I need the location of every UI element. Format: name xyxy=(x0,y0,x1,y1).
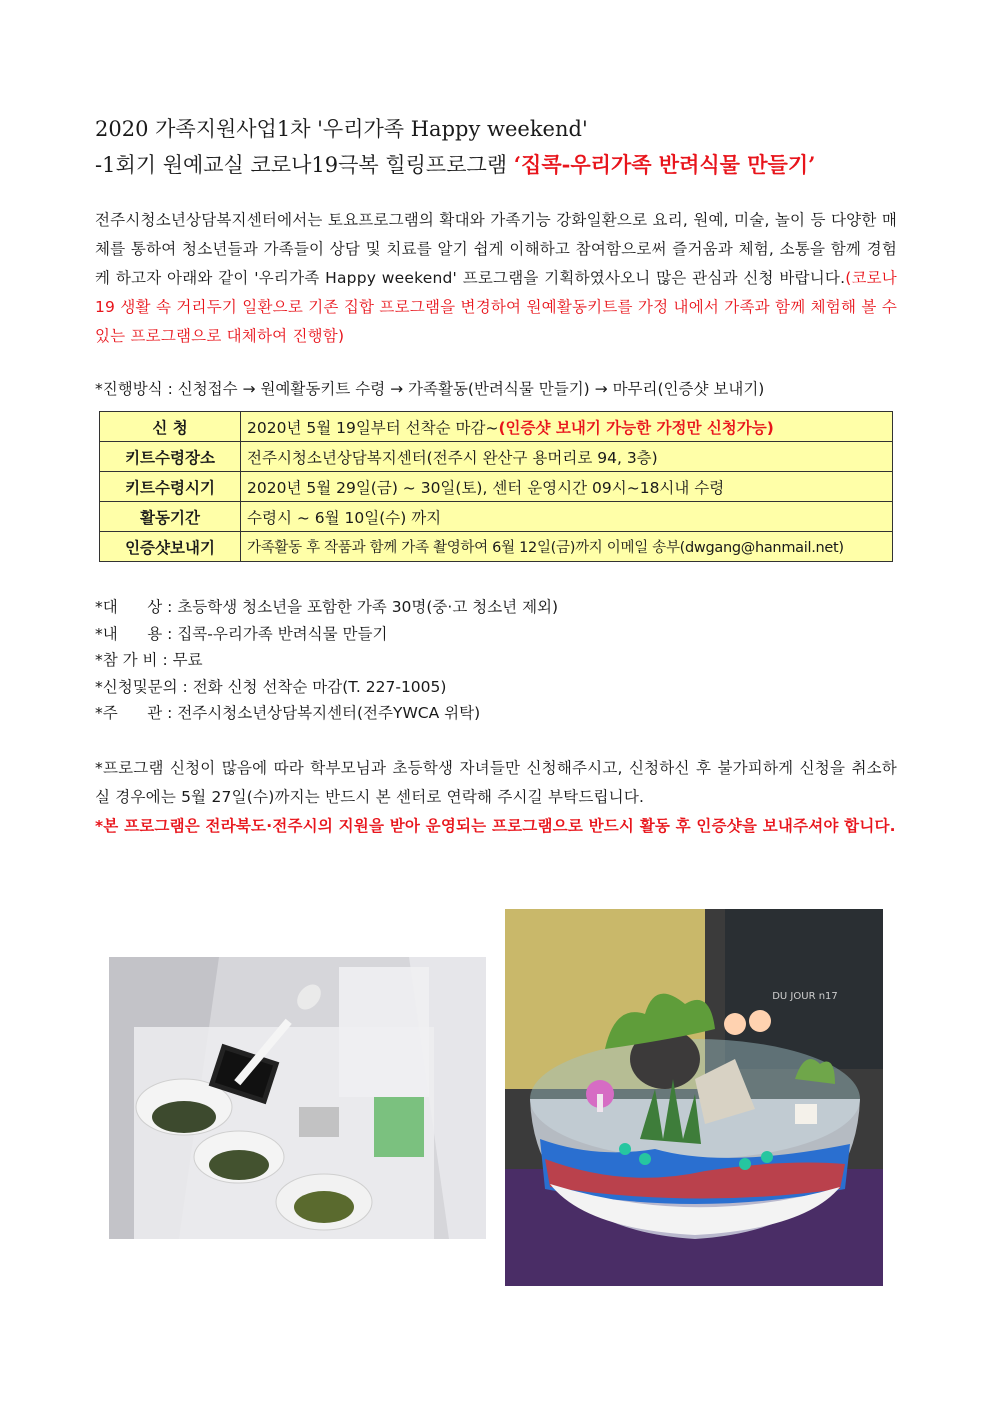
row-value-text: 2020년 5월 19일부터 선착순 마감~ xyxy=(247,418,499,437)
intro-paragraph xyxy=(95,206,897,351)
detail-fee: *참 가 비 : 무료 xyxy=(95,651,203,669)
title-line-1: 2020 가족지원사업1차 '우리가족 Happy weekend' xyxy=(95,117,588,141)
title-prefix: -1회기 원예교실 코로나19극복 힐링프로그램 xyxy=(95,153,514,177)
detail-content: *내 용 : 집콕-우리가족 반려식물 만들기 xyxy=(95,624,388,643)
details-list xyxy=(95,594,558,727)
mug-label: DU JOUR n17 xyxy=(772,991,838,1002)
table-row xyxy=(100,472,893,502)
row-value: 2020년 5월 29일(금) ~ 30일(토), 센터 운영시간 09시~18시내 수령 xyxy=(241,472,893,502)
row-label: 키트수령장소 xyxy=(100,442,241,472)
row-value-red: (인증샷 보내기 가능한 가정만 신청가능) xyxy=(498,418,774,437)
terrarium-photo-illustration xyxy=(505,909,883,1286)
detail-target: *대 상 : 초등학생 청소년을 포함한 가족 30명(중·고 청소년 제외) xyxy=(95,598,559,616)
row-label: 키트수령시기 xyxy=(100,472,241,502)
row-value: 수령시 ~ 6월 10일(수) 까지 xyxy=(241,502,893,532)
detail-inquiry: *신청및문의 : 전화 신청 선착순 마감(T. 227-1005) xyxy=(95,677,447,696)
terrarium-photo xyxy=(505,909,883,1286)
notice-text: *프로그램 신청이 많음에 따라 학부모님과 초등학생 자녀들만 신청해주시고, 신청하신 후 불가피하게 신청을 취소하실 경우에는 5월 27일(수)까지는 반드시 본 센터로 연락해 주시길 부탁드립니다. xyxy=(95,759,897,806)
title-highlight: ‘집콕-우리가족 반려식물 만들기’ xyxy=(513,152,816,177)
row-value: 가족활동 후 작품과 함께 가족 촬영하여 6월 12일(금)까지 이메일 송부(dwgang@hanmail.net) xyxy=(241,532,893,562)
table-row xyxy=(100,412,893,442)
table-row xyxy=(100,502,893,532)
schedule-table xyxy=(99,411,893,562)
row-value: 전주시청소년상담복지센터(전주시 완산구 용머리로 94, 3층) xyxy=(241,442,893,472)
row-label: 인증샷보내기 xyxy=(100,532,241,562)
table-row xyxy=(100,442,893,472)
row-label: 활동기간 xyxy=(100,502,241,532)
row-value xyxy=(241,412,893,442)
notice-bold-red: *본 프로그램은 전라북도·전주시의 지원을 받아 운영되는 프로그램으로 반드시 활동 후 인증샷을 보내주셔야 합니다. xyxy=(95,817,896,835)
table-row xyxy=(100,532,893,562)
notice-paragraph xyxy=(95,754,897,841)
kit-photo-illustration xyxy=(109,957,486,1239)
intro-red-text: (코로나19 생활 속 거리두기 일환으로 기존 집합 프로그램을 변경하여 원예활동키트를 가정 내에서 가족과 함께 체험해 볼 수 있는 프로그램으로 대체하여 진행함) xyxy=(95,269,897,345)
intro-text: 전주시청소년상담복지센터에서는 토요프로그램의 확대와 가족기능 강화일환으로 요리, 원예, 미술, 놀이 등 다양한 매체를 통하여 청소년들과 가족들이 상담 및 치료를 알기 쉽게 이해하고 참여함으로써 즐거움과 체험, 소통을 함께 경험케 하고자 아래와 같이 '우리가족 Happy weekend' 프로그램을 기획하였사오니 많은 관심과 신청 바랍니다. xyxy=(95,211,897,287)
method-line: *진행방식 : 신청접수 → 원예활동키트 수령 → 가족활동(반려식물 만들기) → 마무리(인증샷 보내기) xyxy=(95,380,765,398)
row-label: 신 청 xyxy=(100,412,241,442)
detail-organizer: *주 관 : 전주시청소년상담복지센터(전주YWCA 위탁) xyxy=(95,704,481,722)
title-line-2 xyxy=(95,150,905,180)
kit-photo xyxy=(109,957,486,1239)
